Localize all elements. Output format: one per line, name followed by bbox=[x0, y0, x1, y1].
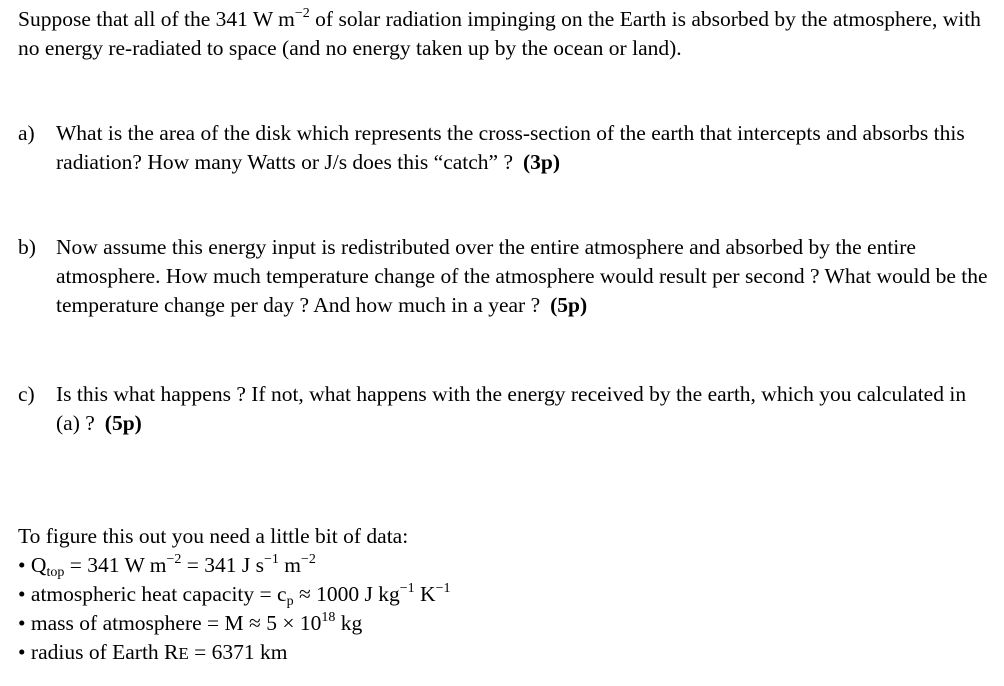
intro-text-2: of solar radiation impinging on the Earth is absorbed by the atmosphere, with no energy re-radiated to space (and no energy taken up by the ocean or land). bbox=[18, 7, 981, 60]
data-item-radius bbox=[18, 638, 994, 668]
question-b-text: Now assume this energy input is redistributed over the entire atmosphere and absorbed by the entire atmosphere. How much temperature change of the atmosphere would result per second ? What would be the temperature change per day ? And how much in a year ? bbox=[56, 235, 988, 317]
question-c bbox=[18, 380, 994, 438]
heat-exp-2: −1 bbox=[435, 581, 451, 596]
qtop-subscript: top bbox=[46, 565, 65, 580]
question-a-label: a) bbox=[18, 121, 35, 145]
question-c-label: c) bbox=[18, 382, 35, 406]
mass-unit: kg bbox=[335, 611, 363, 635]
heat-eq: ≈ 1000 J kg bbox=[293, 582, 400, 606]
question-a-text-wrap bbox=[56, 119, 994, 177]
radius-eq: = 6371 km bbox=[188, 640, 288, 664]
data-section bbox=[18, 522, 994, 668]
bullet: • bbox=[18, 611, 26, 635]
qtop-exp-3: −2 bbox=[300, 552, 316, 567]
data-item-qtop bbox=[18, 551, 994, 580]
heat-text: atmospheric heat capacity = c bbox=[25, 582, 287, 606]
question-b-text-wrap bbox=[56, 233, 994, 320]
intro-paragraph bbox=[18, 5, 994, 63]
qtop-eq-2: = 341 J s bbox=[181, 553, 264, 577]
question-b-points: (5p) bbox=[550, 293, 588, 317]
question-b-label: b) bbox=[18, 235, 36, 259]
radius-subscript: E bbox=[178, 644, 189, 663]
question-c-text: Is this what happens ? If not, what happens with the energy received by the earth, which you calculated in (a) ? bbox=[56, 382, 967, 435]
mass-text: mass of atmosphere = M ≈ 5 × 10 bbox=[25, 611, 322, 635]
qtop-eq-1: = 341 W m bbox=[64, 553, 167, 577]
qtop-exp-1: −2 bbox=[166, 552, 182, 567]
question-a-points: (3p) bbox=[523, 150, 561, 174]
data-heading: To figure this out you need a little bit of data: bbox=[18, 524, 409, 548]
bullet: • bbox=[18, 640, 26, 664]
heat-unit: K bbox=[414, 582, 436, 606]
qtop-symbol: Q bbox=[30, 553, 47, 577]
bullet: • bbox=[18, 553, 26, 577]
qtop-eq-3: m bbox=[278, 553, 301, 577]
heat-subscript: p bbox=[286, 594, 294, 609]
radius-text: radius of Earth R bbox=[25, 640, 179, 664]
question-a-text: What is the area of the disk which represents the cross-section of the earth that intercepts and absorbs this radiation? How many Watts or J/s does this “catch” ? bbox=[56, 121, 965, 174]
intro-exponent: −2 bbox=[294, 6, 310, 21]
question-c-points: (5p) bbox=[104, 411, 142, 435]
question-c-text-wrap bbox=[56, 380, 994, 438]
heat-exp-1: −1 bbox=[399, 581, 415, 596]
intro-text-1: Suppose that all of the 341 W m bbox=[18, 7, 295, 31]
bullet: • bbox=[18, 582, 26, 606]
question-b bbox=[18, 233, 994, 320]
data-item-heat-capacity bbox=[18, 580, 994, 609]
question-a bbox=[18, 119, 994, 177]
qtop-exp-2: −1 bbox=[263, 552, 279, 567]
mass-exp: 18 bbox=[321, 610, 336, 625]
data-item-mass bbox=[18, 609, 994, 638]
